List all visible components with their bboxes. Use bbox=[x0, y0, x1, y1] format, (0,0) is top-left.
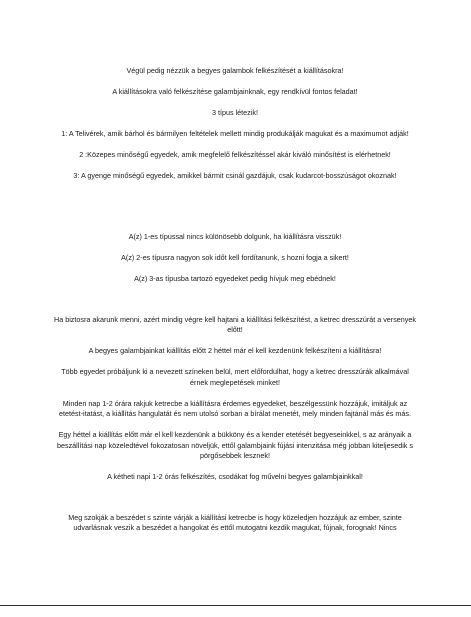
two-week-result: A kétheti napi 1-2 órás felkészítés, csodákat fog művelni begyes galambjainkkal! bbox=[107, 472, 363, 482]
type-2-handling: A(z) 2-es típusra nagyon sok időt kell fordítanunk, s hozni fogja a sikert! bbox=[121, 253, 349, 262]
try-multiple-birds: Több egyedet próbáljunk ki a nevezett színeken belül, mert előfordulhat, hogy a ketrec dresszúrák alkalmával érnek meglepetések minket! bbox=[61, 367, 409, 387]
two-week-prep: A begyes galambjainkat kiállítás előtt 2 héttel már el kell kezdenünk felkészíteni a kiállításra! bbox=[88, 346, 382, 356]
cage-training-note: Ha biztosra akarunk menni, azért mindig végre kell hajtani a kiállítási felkészítést, a ketrec dresszúrát a versenyek előtt! bbox=[54, 315, 416, 335]
behavior-paragraph: Meg szokják a beszédet s szinte várják a kiállítási ketrecbe is hogy közeledjen hozzájuk az ember, szinte udvarlásnak veszik a beszédet a hangokat és ettől mutogatni kezdik magukat, fújnak, forognak! Nincs bbox=[68, 513, 402, 533]
type-3-handling: A(z) 3-as típusba tartozó egyedeket pedig hívjuk meg ebédnek! bbox=[134, 274, 336, 283]
type-3-description: 3: A gyenge minőségű egyedek, amikkel bármit csinál gazdájuk, csak kudarcot-bosszúságot okoznak! bbox=[73, 171, 397, 180]
feeding-week-before: Egy héttel a kiállítás előtt már el kell kezdenünk a bükköny és a kender etetését begyeseinkkel, s az arányaik a beszállítási nap közeledtével fokozatosan növeljük, ettől galambjaink fújási intenzitása még jobban kiteljesedik s pörgősebbek lesznek! bbox=[57, 430, 413, 461]
type-1-description: 1: A Telivérek, amik bárhol és bármilyen feltételek mellett mindig produkálják magukat és a maximumot adják! bbox=[61, 129, 409, 138]
daily-routine: Minden nap 1-2 órára rakjuk ketrecbe a kiállításra érdemes egyedeket, beszélgessünk hozzájuk, imitáljuk az etetést-itatást, a kiállítás hangulatát és nem utolsó sorban a bírálat menetét, mely minden fajtánál más és más. bbox=[59, 398, 411, 419]
type-1-handling: A(z) 1-es típussal nincs különösebb dolgunk, ha kiállításra visszük! bbox=[128, 232, 342, 241]
types-count: 3 típus létezik! bbox=[212, 108, 258, 117]
intro-importance: A kiállításokra való felkészítése galambjainknak, egy rendkívül fontos feladat! bbox=[112, 87, 358, 96]
page-gap bbox=[0, 606, 471, 617]
blank-spacer bbox=[52, 192, 418, 232]
document-body bbox=[52, 66, 418, 544]
blank-spacer bbox=[52, 295, 418, 315]
type-2-description: 2 :Közepes minőségű egyedek, amik megfelelő felkészítéssel akár kiváló minősítést is elérhetnek! bbox=[79, 150, 391, 159]
intro-heading: Végül pedig nézzük a begyes galambok felkészítését a kiállításokra! bbox=[126, 66, 344, 75]
blank-spacer bbox=[52, 493, 418, 513]
